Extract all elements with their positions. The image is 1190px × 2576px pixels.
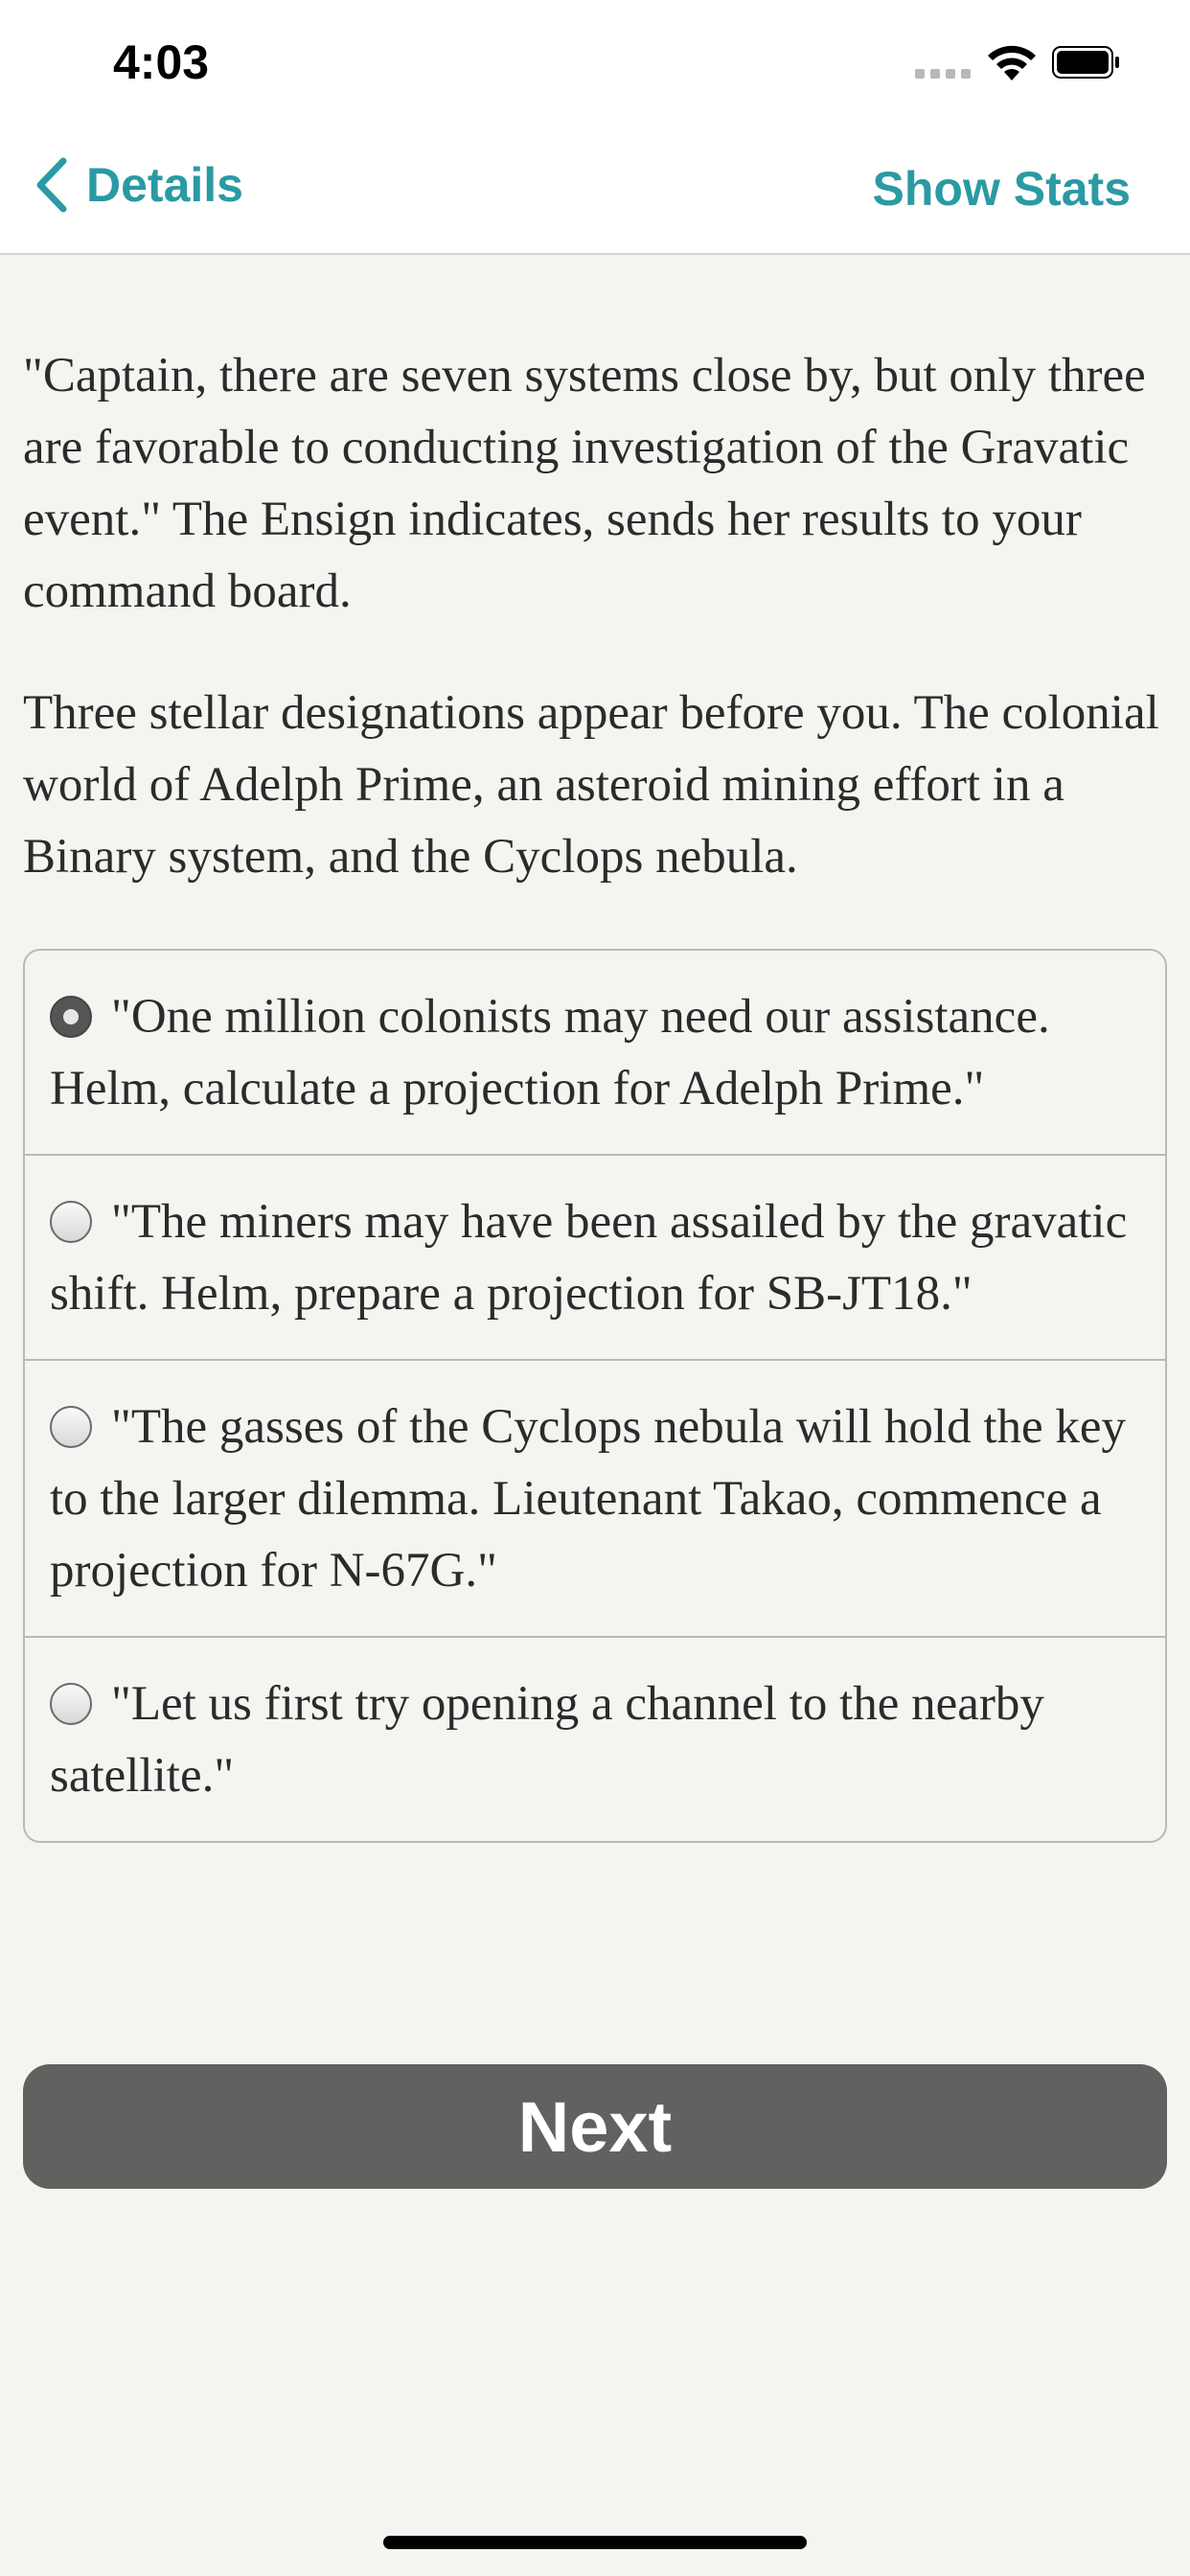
choice-label: "The gasses of the Cyclops nebula will hold the key to the larger dilemma. Lieutenant Takao, commence a projection for N-67G." <box>50 1400 1127 1598</box>
back-button-label: Details <box>86 158 243 212</box>
radio-unselected-icon[interactable] <box>50 1683 92 1725</box>
show-stats-button[interactable]: Show Stats <box>872 162 1131 216</box>
battery-icon <box>1052 46 1121 79</box>
choice-option-adelph-prime[interactable] <box>25 951 1165 1156</box>
choice-option-n-67g[interactable] <box>25 1361 1165 1638</box>
radio-unselected-icon[interactable] <box>50 1406 92 1448</box>
story-paragraph: "Captain, there are seven systems close by, but only three are favorable to conducting investigation of the Gravatic event." The Ensign indicates, sends her results to your command board. <box>23 349 1146 618</box>
next-button[interactable]: Next <box>23 2064 1167 2189</box>
status-time: 4:03 <box>113 35 210 89</box>
story-paragraph: Three stellar designations appear before you. The colonial world of Adelph Prime, an asteroid mining effort in a Binary system, and the Cyclops nebula. <box>23 686 1159 884</box>
choice-option-sb-jt18[interactable] <box>25 1156 1165 1361</box>
radio-selected-icon[interactable] <box>50 996 92 1038</box>
radio-unselected-icon[interactable] <box>50 1201 92 1243</box>
status-bar <box>0 0 1190 125</box>
choice-label: "The miners may have been assailed by the gravatic shift. Helm, prepare a projection for SB-JT18." <box>50 1195 1128 1321</box>
choice-label: "One million colonists may need our assistance. Helm, calculate a projection for Adelph Prime." <box>50 990 1050 1116</box>
story-text <box>23 340 1173 943</box>
choice-list <box>23 949 1167 1843</box>
wifi-icon <box>985 44 1039 82</box>
chevron-left-icon <box>34 157 67 213</box>
choice-label: "Let us first try opening a channel to the nearby satellite." <box>50 1677 1044 1803</box>
choice-option-satellite[interactable] <box>25 1638 1165 1841</box>
back-button[interactable] <box>34 157 243 213</box>
navigation-bar <box>0 125 1190 255</box>
home-indicator[interactable] <box>383 2536 807 2549</box>
cellular-signal-icon <box>915 69 971 79</box>
